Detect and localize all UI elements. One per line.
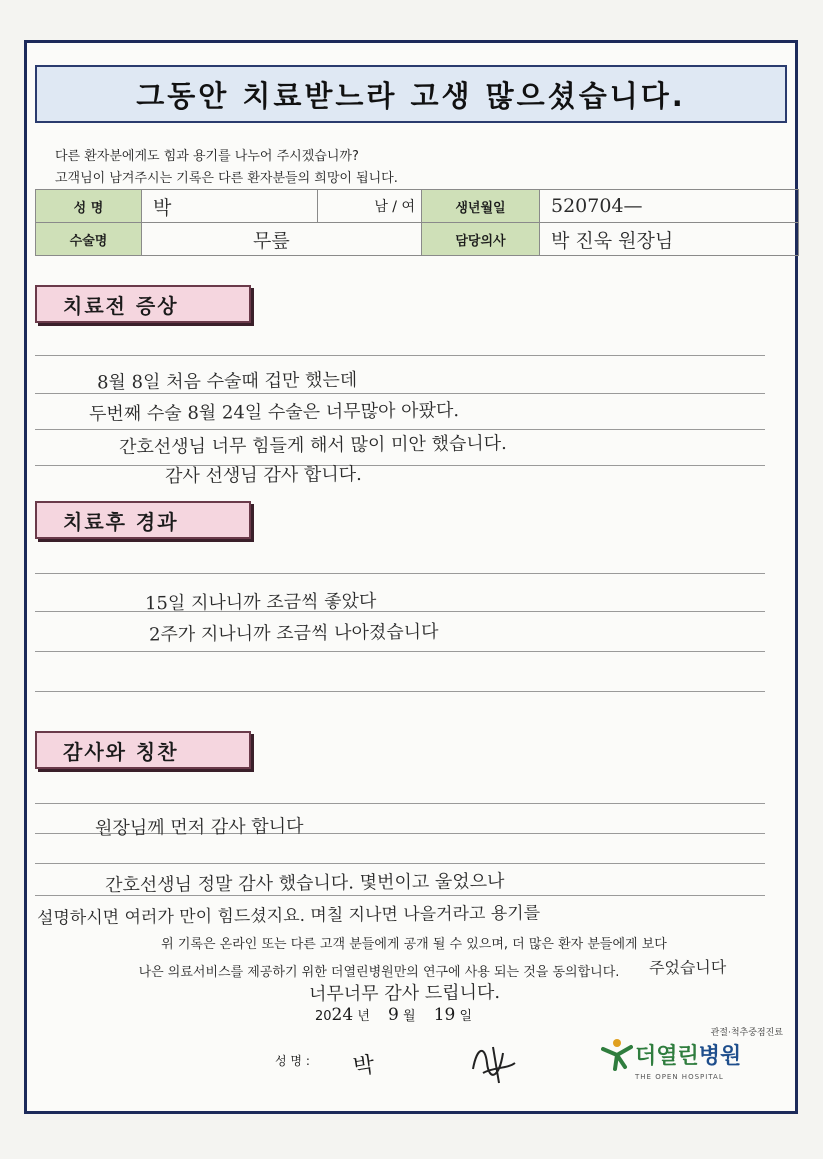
intro-line-2: 고객님이 남겨주시는 기록은 다른 환자분들의 희망이 됩니다.	[55, 171, 398, 186]
ruled-line	[35, 465, 765, 466]
date-month: 9	[388, 1005, 399, 1025]
section-before-title: 치료전 증상	[35, 285, 251, 323]
ruled-line	[35, 355, 765, 356]
birth-label: 생년월일	[422, 190, 540, 223]
ruled-line	[35, 651, 765, 652]
signature-label: 성 명 :	[275, 1054, 310, 1068]
after-line-2: 2주가 지나니까 조금씩 나아졌습니다	[148, 621, 439, 646]
before-line-2: 두번째 수술 8월 24일 수술은 너무많아 아팠다.	[88, 400, 460, 425]
doctor-label: 담당의사	[422, 223, 540, 256]
logo-name: 더열린병원	[635, 1044, 742, 1069]
ruled-line	[35, 863, 765, 864]
ruled-line	[35, 803, 765, 804]
ruled-line	[35, 573, 765, 574]
surgery-cell	[142, 223, 422, 256]
surgery-label: 수술명	[36, 223, 142, 256]
consent-line-1: 위 기록은 온라인 또는 다른 고객 분들에게 공개 될 수 있으며, 더 많은 환자 분들에게 보다	[161, 937, 667, 952]
page-title: 그동안 치료받느라 고생 많으셨습니다.	[35, 65, 787, 123]
date-day: 19	[433, 1005, 456, 1025]
logo-figure-icon	[601, 1037, 633, 1071]
signature-mark	[463, 1039, 523, 1087]
section-after-title: 치료후 경과	[35, 501, 251, 539]
gender-value: 남 / 여	[318, 190, 422, 223]
date-day-unit: 일	[459, 1009, 473, 1024]
before-line-1: 8월 8일 처음 수술때 겁만 했는데	[96, 369, 358, 394]
birth-cell	[540, 190, 799, 223]
date-month-unit: 월	[403, 1009, 416, 1024]
doctor-value: 박 진욱 원장님	[551, 229, 674, 252]
name-value: 박	[153, 196, 172, 219]
name-cell	[142, 190, 318, 223]
signature-name: 박	[351, 1052, 377, 1081]
before-line-4: 감사 선생님 감사 합니다.	[164, 463, 362, 488]
after-line-1: 15일 지나니까 조금씩 좋았다	[144, 590, 377, 615]
patient-info-table	[35, 189, 799, 256]
logo-tagline: 관절·척추중점진료	[710, 1028, 783, 1038]
ruled-line	[35, 691, 765, 692]
intro-line-1: 다른 환자분에게도 힘과 용기를 나누어 주시겠습니까?	[55, 149, 359, 164]
thanks-line-3: 설명하시면 여러가 만이 힘드셨지요. 며칠 지나면 나을거라고 용기를	[36, 903, 541, 929]
consent-line-2: 나은 의료서비스를 제공하기 위한 더열린병원만의 연구에 사용 되는 것을 동의합니다.	[138, 965, 620, 980]
thanks-line-5: 너무너무 감사 드립니다.	[308, 982, 501, 1005]
thanks-line-4: 주었습니다	[648, 957, 727, 978]
signed-date	[315, 1005, 472, 1025]
hospital-logo	[601, 1028, 791, 1093]
before-line-3: 간호선생님 너무 힘들게 해서 많이 미안 했습니다.	[118, 432, 507, 459]
date-year: 24	[331, 1005, 354, 1025]
doctor-cell	[540, 223, 799, 256]
date-year-prefix: 20	[315, 1009, 332, 1024]
name-label: 성 명	[36, 190, 142, 223]
surgery-value: 무릎	[253, 229, 290, 252]
section-thanks-title: 감사와 칭찬	[35, 731, 251, 769]
survey-form	[24, 40, 798, 1114]
thanks-line-1: 원장님께 먼저 감사 합니다	[94, 815, 304, 840]
birth-value: 520704—	[551, 195, 643, 217]
date-year-unit: 년	[357, 1009, 370, 1024]
thanks-line-2: 간호선생님 정말 감사 했습니다. 몇번이고 울었으나	[104, 870, 505, 897]
logo-english: THE OPEN HOSPITAL	[635, 1073, 724, 1081]
